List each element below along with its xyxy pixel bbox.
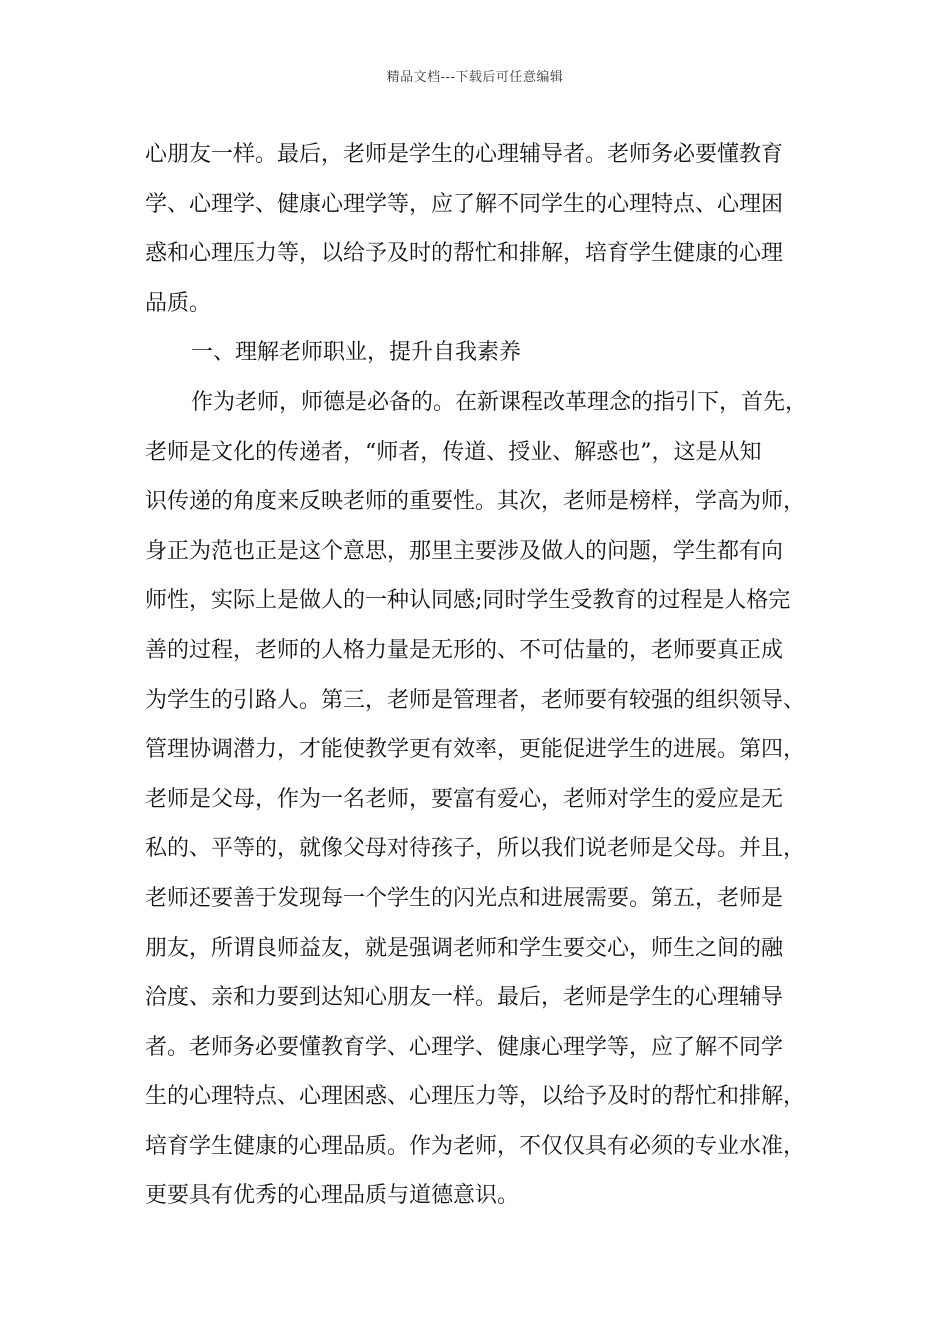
text-line: 洽度、亲和力要到达知心朋友一样。最后，老师是学生的心理辅导 bbox=[145, 985, 784, 1011]
text-line: 朋友，所谓良师益友，就是强调老师和学生要交心，师生之间的融 bbox=[145, 935, 784, 961]
text-line: 作为老师，师德是必备的。在新课程改革理念的指引下，首先， bbox=[191, 389, 808, 415]
text-line: 师性，实际上是做人的一种认同感;同时学生受教育的过程是人格完 bbox=[145, 588, 791, 614]
text-line: 老师还要善于发现每一个学生的闪光点和进展需要。第五，老师是 bbox=[145, 885, 784, 911]
text-line: 识传递的角度来反映老师的重要性。其次，老师是榜样，学高为师， bbox=[145, 489, 806, 515]
text-line: 私的、平等的，就像父母对待孩子，所以我们说老师是父母。并且， bbox=[145, 836, 806, 862]
text-line: 品质。 bbox=[145, 290, 212, 316]
text-line: 惑和心理压力等，以给予及时的帮忙和排解，培育学生健康的心理 bbox=[145, 241, 784, 267]
text-line: 学、心理学、健康心理学等，应了解不同学生的心理特点、心理困 bbox=[145, 191, 784, 217]
text-line: 为学生的引路人。第三，老师是管理者，老师要有较强的组织领导、 bbox=[145, 687, 806, 713]
text-line: 者。老师务必要懂教育学、心理学、健康心理学等，应了解不同学 bbox=[145, 1034, 784, 1060]
text-line: 培育学生健康的心理品质。作为老师，不仅仅具有必须的专业水准， bbox=[145, 1133, 806, 1159]
text-line: 更要具有优秀的心理品质与道德意识。 bbox=[145, 1183, 520, 1209]
text-line: 管理协调潜力，才能使教学更有效率，更能促进学生的进展。第四， bbox=[145, 737, 806, 763]
body-text bbox=[145, 130, 825, 1221]
text-line: 生的心理特点、心理困惑、心理压力等，以给予及时的帮忙和排解， bbox=[145, 1084, 806, 1110]
text-line: 老师是文化的传递者，“师者，传道、授业、解惑也”，这是从知 bbox=[145, 439, 762, 465]
page-header: 精品文档---下载后可任意编辑 bbox=[386, 70, 564, 85]
text-line: 心朋友一样。最后，老师是学生的心理辅导者。老师务必要懂教育 bbox=[145, 142, 784, 167]
text-line: 身正为范也正是这个意思，那里主要涉及做人的问题，学生都有向 bbox=[145, 538, 784, 564]
section-heading: 一、理解老师职业，提升自我素养 bbox=[191, 340, 522, 366]
text-line: 老师是父母，作为一名老师，要富有爱心，老师对学生的爱应是无 bbox=[145, 786, 784, 812]
text-line: 善的过程，老师的人格力量是无形的、不可估量的，老师要真正成 bbox=[145, 637, 784, 663]
